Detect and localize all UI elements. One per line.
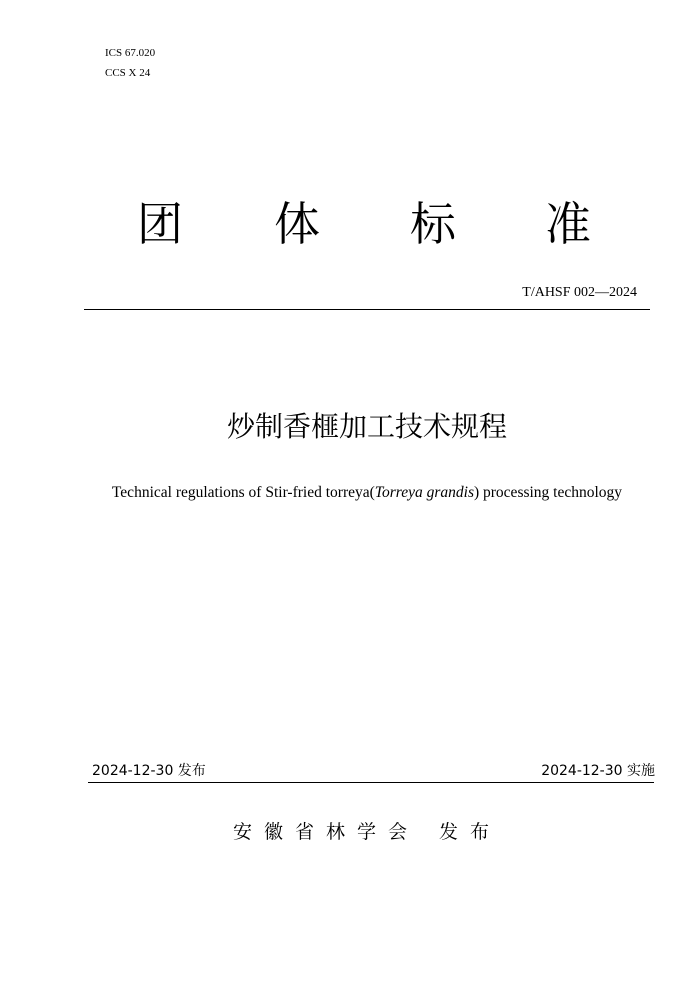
top-divider [84, 309, 650, 310]
standard-number: T/AHSF 002—2024 [522, 285, 637, 300]
doc-type-char-2: 体 [274, 197, 320, 251]
english-title-latin-name: Torreya grandis [374, 484, 474, 501]
english-title-suffix: ) processing technology [473, 484, 623, 501]
doc-type-char-1: 团 [137, 197, 183, 251]
ics-code: ICS 67.020 [105, 47, 156, 59]
doc-type-char-3: 标 [410, 197, 456, 251]
english-title [0, 483, 700, 503]
issue-date: 2024-12-30 发布 [92, 763, 206, 779]
english-title-prefix: Technical regulations of Stir-fried torreya( [111, 484, 375, 501]
doc-type-char-4: 准 [545, 197, 591, 251]
chinese-title: 炒制香榧加工技术规程 [226, 410, 507, 443]
bottom-divider [88, 782, 654, 783]
implementation-date: 2024-12-30 实施 [541, 763, 655, 779]
publisher-name: 安徽省林学会 [232, 821, 419, 843]
ccs-code: CCS X 24 [105, 67, 151, 79]
publish-label: 发布 [439, 821, 502, 843]
publisher-line [0, 819, 700, 845]
